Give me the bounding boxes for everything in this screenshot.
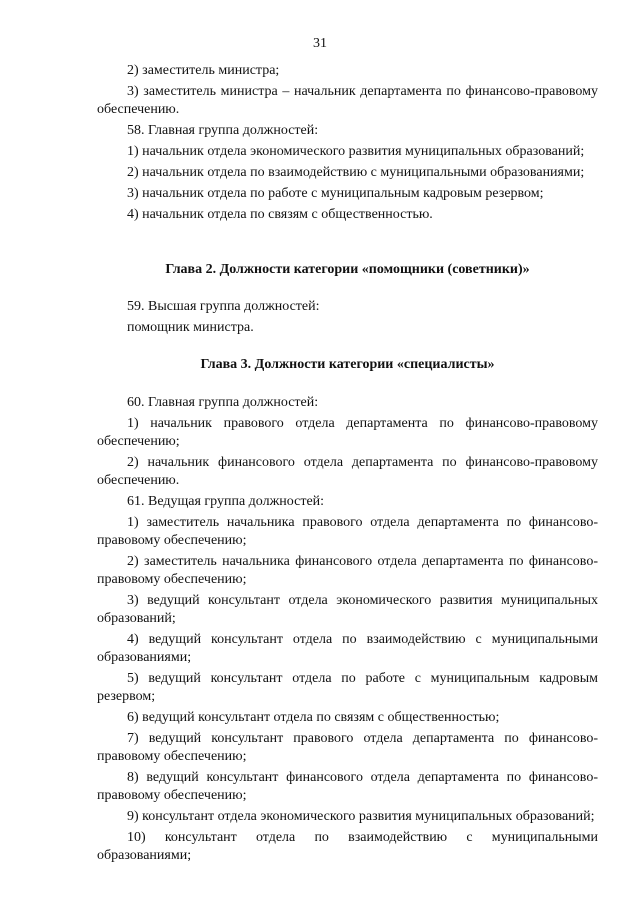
paragraph: 5) ведущий консультант отдела по работе с муниципальным кадровым резервом; (97, 671, 598, 704)
paragraph: 4) начальник отдела по связям с общественностью. (127, 207, 433, 222)
text-block-3 (97, 394, 598, 865)
chapter-2-heading: Глава 2. Должности категории «помощники (советники)» (165, 262, 530, 277)
paragraph: помощник министра. (127, 320, 254, 335)
paragraph: 1) начальник отдела экономического развития муниципальных образований; (127, 144, 585, 159)
paragraph: 2) заместитель начальника финансового отдела департамента по финансово-правовому обеспечению; (97, 554, 598, 587)
paragraph: 58. Главная группа должностей: (127, 123, 319, 138)
paragraph: 2) начальник финансового отдела департамента по финансово-правовому обеспечению. (97, 455, 598, 488)
paragraph: 3) начальник отдела по работе с муниципальным кадровым резервом; (127, 186, 544, 201)
paragraph: 10) консультант отдела по взаимодействию с муниципальными образованиями; (97, 830, 598, 863)
page-number: 31 (313, 36, 327, 51)
paragraph: 7) ведущий консультант правового отдела департамента по финансово-правовому обеспечению; (97, 731, 598, 764)
paragraph: 9) консультант отдела экономического развития муниципальных образований; (127, 809, 595, 824)
chapter-heading-block (97, 261, 598, 279)
paragraph: 61. Ведущая группа должностей: (127, 494, 325, 509)
text-block-2 (97, 298, 598, 337)
paragraph: 2) заместитель министра; (127, 63, 280, 78)
paragraph: 2) начальник отдела по взаимодействию с муниципальными образованиями; (127, 165, 585, 180)
paragraph: 59. Высшая группа должностей: (127, 299, 320, 314)
paragraph: 1) начальник правового отдела департамента по финансово-правовому обеспечению; (97, 416, 598, 449)
paragraph: 4) ведущий консультант отдела по взаимодействию с муниципальными образованиями; (97, 632, 598, 665)
paragraph: 6) ведущий консультант отдела по связям с общественностью; (127, 710, 500, 725)
paragraph: 3) ведущий консультант отдела экономического развития муниципальных образований; (97, 593, 598, 626)
paragraph: 8) ведущий консультант финансового отдела департамента по финансово-правовому обеспечению; (97, 770, 598, 803)
paragraph: 60. Главная группа должностей: (127, 395, 319, 410)
paragraph: 3) заместитель министра – начальник департамента по финансово-правовому обеспечению. (97, 84, 598, 117)
text-block-1 (97, 62, 598, 224)
paragraph: 1) заместитель начальника правового отдела департамента по финансово-правовому обеспечению; (97, 515, 598, 548)
chapter-heading-block (97, 356, 598, 374)
chapter-3-heading: Глава 3. Должности категории «специалисты» (200, 357, 495, 372)
